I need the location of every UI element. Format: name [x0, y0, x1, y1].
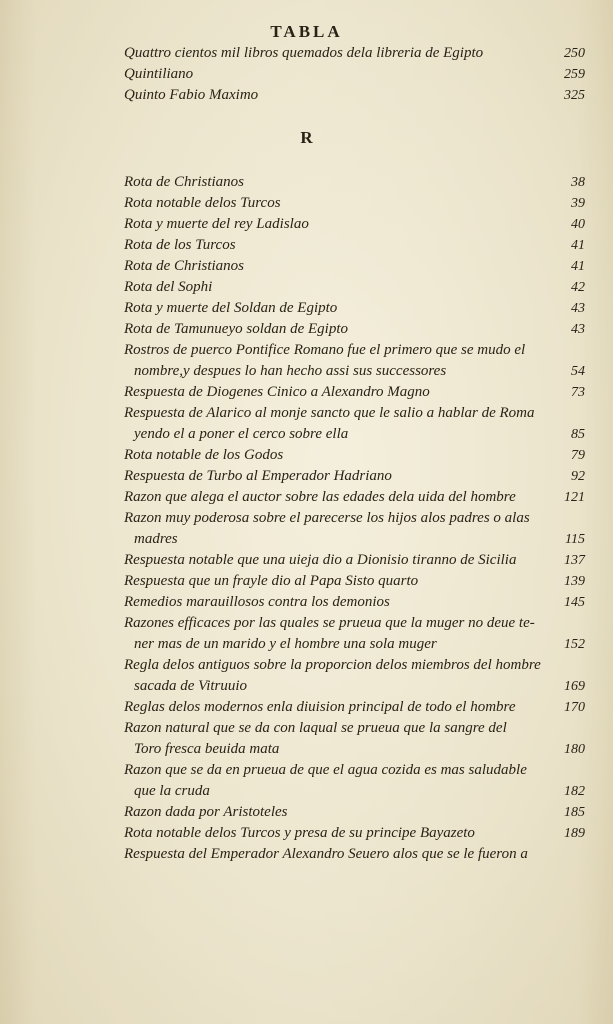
entry-text	[124, 235, 236, 256]
page-number: 43	[571, 301, 585, 316]
page-number: 40	[571, 217, 585, 232]
page-number: 121	[564, 490, 585, 505]
entry-text	[124, 718, 579, 760]
entry-text	[124, 613, 579, 655]
entry-line: Razones efficaces por las quales se prueua que la muger no deue te-	[124, 615, 535, 631]
index-entry	[120, 508, 585, 550]
page-number: 185	[564, 805, 585, 820]
index-entry	[120, 235, 585, 256]
entry-text	[124, 802, 287, 823]
entry-text	[124, 823, 475, 844]
entry-line: Rota notable de los Godos	[124, 447, 284, 463]
entry-text	[124, 43, 483, 64]
entry-text	[124, 550, 516, 571]
page-number: 259	[564, 67, 585, 82]
entry-text	[124, 298, 337, 319]
index-entry	[120, 64, 585, 85]
running-header: TABLA	[270, 22, 343, 41]
index-entry	[120, 319, 585, 340]
index-entry	[120, 613, 585, 655]
entry-line: Respuesta del Emperador Alexandro Seuero alos que se le fueron a	[124, 846, 528, 862]
entry-line: Respuesta de Turbo al Emperador Hadriano	[124, 468, 392, 484]
entry-line: Rota y muerte del rey Ladislao	[124, 216, 309, 232]
page-number: 85	[571, 427, 585, 442]
page-number: 189	[564, 826, 585, 841]
entry-text	[124, 844, 528, 865]
entry-line: Razon dada por Aristoteles	[124, 804, 288, 820]
page-number: 41	[571, 259, 585, 274]
entry-line: Rota de Tamunueyo soldan de Egipto	[124, 321, 349, 337]
index-list-q	[120, 43, 585, 106]
entry-text	[124, 487, 516, 508]
index-entry	[120, 193, 585, 214]
index-entry	[120, 445, 585, 466]
page-number: 250	[564, 46, 585, 61]
index-entry	[120, 844, 585, 865]
entry-continuation: madres	[134, 531, 178, 547]
entry-text	[124, 571, 418, 592]
entry-text	[124, 172, 244, 193]
page-number: 42	[571, 280, 585, 295]
entry-line: Rota notable delos Turcos y presa de su principe Bayazeto	[124, 825, 475, 841]
entry-line: Razon muy poderosa sobre el parecerse los hijos alos padres o alas	[124, 510, 530, 526]
entry-line: Rota del Sophi	[124, 279, 213, 295]
page-number: 43	[571, 322, 585, 337]
page-number: 137	[564, 553, 585, 568]
entry-text	[124, 697, 516, 718]
index-entry	[120, 697, 585, 718]
page-number: 38	[571, 175, 585, 190]
index-entry	[120, 466, 585, 487]
index-entry	[120, 403, 585, 445]
entry-text	[124, 193, 281, 214]
page-number: 169	[564, 679, 585, 694]
index-entry	[120, 172, 585, 193]
page-number: 54	[571, 364, 585, 379]
entry-text	[124, 277, 212, 298]
entry-line: Rota de Christianos	[124, 258, 245, 274]
page-number: 152	[564, 637, 585, 652]
entry-continuation: ner mas de un marido y el hombre una sola muger	[134, 636, 437, 652]
entry-text	[124, 64, 193, 85]
entry-continuation: que la cruda	[134, 783, 210, 799]
entry-text	[124, 655, 579, 697]
entry-text	[124, 466, 392, 487]
entry-text	[124, 592, 390, 613]
entry-line: Rota de Christianos	[124, 174, 245, 190]
index-entry	[120, 43, 585, 64]
page-number: 180	[564, 742, 585, 757]
index-entry	[120, 823, 585, 844]
page-number: 325	[564, 88, 585, 103]
page-number: 92	[571, 469, 585, 484]
index-entry	[120, 718, 585, 760]
index-entry	[120, 298, 585, 319]
entry-line: Respuesta que un frayle dio al Papa Sisto quarto	[124, 573, 419, 589]
page-number: 41	[571, 238, 585, 253]
entry-continuation: nombre,y despues lo han hecho assi sus successores	[134, 363, 447, 379]
entry-line: Razon que se da en prueua de que el agua cozida es mas saludable	[124, 762, 527, 778]
entry-line: Respuesta de Diogenes Cinico a Alexandro Magno	[124, 384, 430, 400]
entry-text	[124, 403, 579, 445]
index-list-r	[120, 172, 585, 865]
entry-text	[124, 340, 579, 382]
entry-text	[124, 760, 579, 802]
entry-line: Remedios marauillosos contra los demonios	[124, 594, 390, 610]
index-entry	[120, 340, 585, 382]
entry-continuation: Toro fresca beuida mata	[134, 741, 280, 757]
index-entry	[120, 655, 585, 697]
index-entry	[120, 571, 585, 592]
section-letter: R	[300, 128, 313, 147]
entry-line: Quattro cientos mil libros quemados dela libreria de Egipto	[124, 45, 484, 61]
index-entry	[120, 592, 585, 613]
index-entry	[120, 85, 585, 106]
entry-text	[124, 85, 258, 106]
entry-line: Reglas delos modernos enla diuision principal de todo el hombre	[124, 699, 516, 715]
page-number: 79	[571, 448, 585, 463]
entry-text	[124, 319, 348, 340]
page-number: 139	[564, 574, 585, 589]
entry-line: Quintiliano	[124, 66, 194, 82]
page-number: 182	[564, 784, 585, 799]
index-entry	[120, 382, 585, 403]
page-number: 39	[571, 196, 585, 211]
entry-text	[124, 508, 579, 550]
entry-text	[124, 256, 244, 277]
entry-line: Razon natural que se da con laqual se prueua que la sangre del	[124, 720, 507, 736]
entry-line: Respuesta de Alarico al monje sancto que le salio a hablar de Roma	[124, 405, 535, 421]
entry-text	[124, 445, 283, 466]
index-entry	[120, 214, 585, 235]
index-entry	[120, 277, 585, 298]
entry-line: Rota de los Turcos	[124, 237, 236, 253]
entry-continuation: sacada de Vitruuio	[134, 678, 248, 694]
entry-line: Rota y muerte del Soldan de Egipto	[124, 300, 338, 316]
entry-line: Rota notable delos Turcos	[124, 195, 281, 211]
page-number: 170	[564, 700, 585, 715]
index-entry	[120, 487, 585, 508]
entry-line: Regla delos antiguos sobre la proporcion delos miembros del hombre	[124, 657, 541, 673]
index-entry	[120, 802, 585, 823]
index-entry	[120, 760, 585, 802]
entry-continuation: yendo el a poner el cerco sobre ella	[134, 426, 349, 442]
index-entry	[120, 256, 585, 277]
index-entry	[120, 550, 585, 571]
entry-line: Razon que alega el auctor sobre las edades dela uida del hombre	[124, 489, 516, 505]
entry-line: Quinto Fabio Maximo	[124, 87, 259, 103]
entry-line: Rostros de puerco Pontifice Romano fue el primero que se mudo el	[124, 342, 526, 358]
page-number: 145	[564, 595, 585, 610]
entry-line: Respuesta notable que una uieja dio a Dionisio tiranno de Sicilia	[124, 552, 517, 568]
page-number: 115	[565, 532, 585, 547]
page-number: 73	[571, 385, 585, 400]
entry-text	[124, 382, 430, 403]
entry-text	[124, 214, 309, 235]
